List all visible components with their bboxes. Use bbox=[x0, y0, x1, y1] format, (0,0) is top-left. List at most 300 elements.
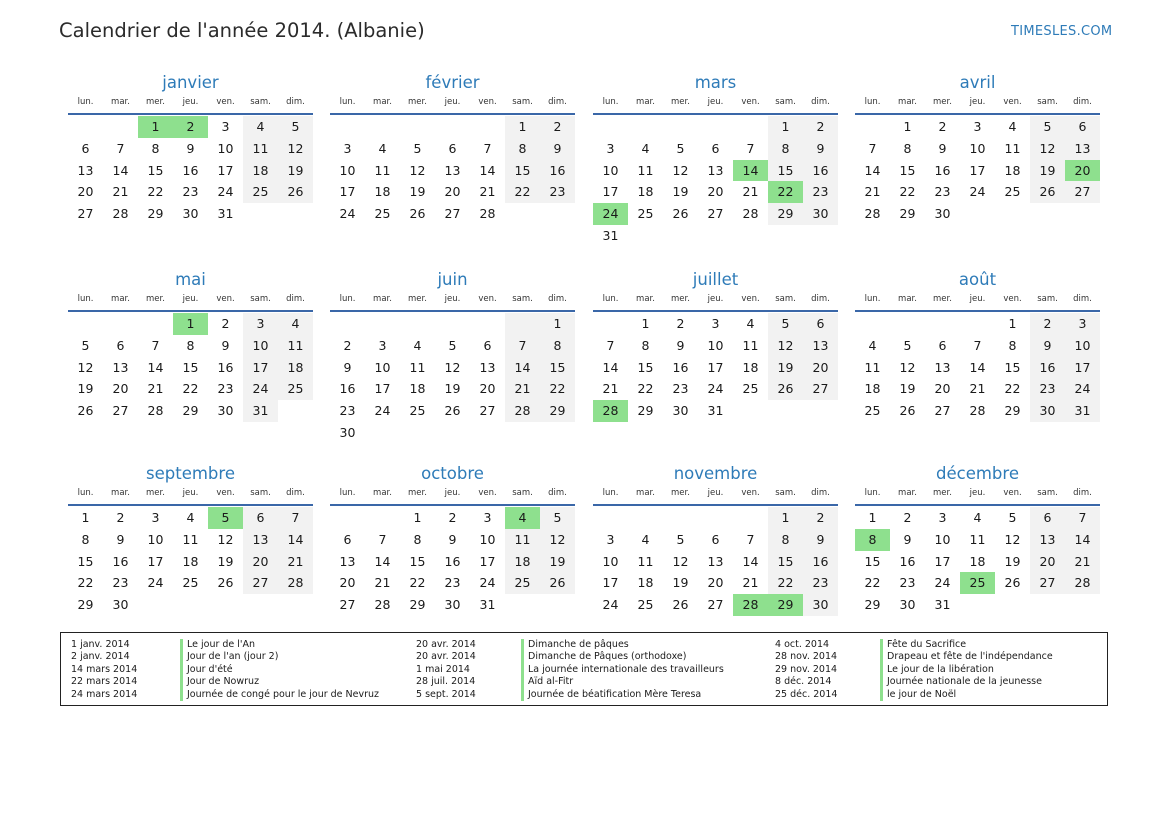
day-cell[interactable]: 21 bbox=[374, 575, 391, 591]
holiday-day-cell[interactable]: 28 bbox=[733, 594, 768, 616]
day-cell[interactable]: 30 bbox=[339, 424, 356, 440]
day-cell[interactable]: 28 bbox=[1065, 572, 1100, 594]
day-cell[interactable]: 27 bbox=[707, 597, 724, 613]
day-cell[interactable]: 11 bbox=[742, 337, 759, 353]
day-cell[interactable]: 15 bbox=[637, 359, 654, 375]
day-cell[interactable]: 6 bbox=[711, 531, 720, 547]
day-cell[interactable]: 22 bbox=[1004, 381, 1021, 397]
day-cell[interactable]: 8 bbox=[505, 138, 540, 160]
day-cell[interactable]: 24 bbox=[243, 378, 278, 400]
day-cell[interactable]: 24 bbox=[147, 575, 164, 591]
day-cell[interactable]: 26 bbox=[540, 572, 575, 594]
brand-link[interactable]: TIMESLES.COM bbox=[1011, 24, 1113, 39]
day-cell[interactable]: 10 bbox=[374, 359, 391, 375]
day-cell[interactable]: 23 bbox=[444, 575, 461, 591]
day-cell[interactable]: 19 bbox=[444, 381, 461, 397]
day-cell[interactable]: 4 bbox=[186, 510, 195, 525]
holiday-day-cell[interactable]: 25 bbox=[960, 572, 995, 594]
day-cell[interactable]: 30 bbox=[444, 597, 461, 613]
day-cell[interactable]: 12 bbox=[217, 531, 234, 547]
day-cell[interactable]: 7 bbox=[746, 531, 755, 547]
day-cell[interactable]: 22 bbox=[768, 572, 803, 594]
day-cell[interactable]: 7 bbox=[868, 140, 877, 156]
day-cell[interactable]: 10 bbox=[217, 140, 234, 156]
day-cell[interactable]: 1 bbox=[81, 510, 90, 525]
day-cell[interactable]: 25 bbox=[1004, 184, 1021, 200]
day-cell[interactable]: 30 bbox=[899, 597, 916, 613]
day-cell[interactable]: 7 bbox=[378, 531, 387, 547]
day-cell[interactable]: 14 bbox=[1065, 529, 1100, 551]
day-cell[interactable]: 8 bbox=[903, 140, 912, 156]
day-cell[interactable]: 30 bbox=[672, 403, 689, 419]
day-cell[interactable]: 22 bbox=[505, 181, 540, 203]
day-cell[interactable]: 6 bbox=[1065, 116, 1100, 138]
day-cell[interactable]: 16 bbox=[112, 553, 129, 569]
day-cell[interactable]: 15 bbox=[77, 553, 94, 569]
day-cell[interactable]: 15 bbox=[899, 162, 916, 178]
day-cell[interactable]: 29 bbox=[637, 403, 654, 419]
day-cell[interactable]: 19 bbox=[1004, 553, 1021, 569]
day-cell[interactable]: 2 bbox=[676, 316, 685, 331]
day-cell[interactable]: 31 bbox=[479, 597, 496, 613]
day-cell[interactable]: 9 bbox=[186, 140, 195, 156]
day-cell[interactable]: 20 bbox=[444, 184, 461, 200]
day-cell[interactable]: 24 bbox=[479, 575, 496, 591]
day-cell[interactable]: 2 bbox=[221, 316, 230, 331]
day-cell[interactable]: 19 bbox=[278, 160, 313, 182]
day-cell[interactable]: 11 bbox=[637, 162, 654, 178]
day-cell[interactable]: 25 bbox=[278, 378, 313, 400]
day-cell[interactable]: 11 bbox=[278, 335, 313, 357]
day-cell[interactable]: 15 bbox=[768, 160, 803, 182]
day-cell[interactable]: 5 bbox=[768, 313, 803, 335]
day-cell[interactable]: 13 bbox=[77, 162, 94, 178]
day-cell[interactable]: 28 bbox=[969, 403, 986, 419]
day-cell[interactable]: 27 bbox=[339, 597, 356, 613]
day-cell[interactable]: 14 bbox=[112, 162, 129, 178]
day-cell[interactable]: 27 bbox=[707, 206, 724, 222]
day-cell[interactable]: 24 bbox=[374, 403, 391, 419]
day-cell[interactable]: 21 bbox=[864, 184, 881, 200]
day-cell[interactable]: 29 bbox=[899, 206, 916, 222]
day-cell[interactable]: 18 bbox=[742, 359, 759, 375]
day-cell[interactable]: 1 bbox=[540, 313, 575, 335]
day-cell[interactable]: 7 bbox=[746, 140, 755, 156]
day-cell[interactable]: 12 bbox=[540, 529, 575, 551]
day-cell[interactable]: 19 bbox=[77, 381, 94, 397]
day-cell[interactable]: 12 bbox=[672, 162, 689, 178]
day-cell[interactable]: 7 bbox=[505, 335, 540, 357]
day-cell[interactable]: 3 bbox=[221, 119, 230, 134]
day-cell[interactable]: 27 bbox=[112, 403, 129, 419]
day-cell[interactable]: 12 bbox=[1030, 138, 1065, 160]
day-cell[interactable]: 5 bbox=[903, 337, 912, 353]
day-cell[interactable]: 19 bbox=[409, 184, 426, 200]
day-cell[interactable]: 3 bbox=[711, 316, 720, 331]
day-cell[interactable]: 29 bbox=[147, 206, 164, 222]
day-cell[interactable]: 23 bbox=[934, 184, 951, 200]
day-cell[interactable]: 5 bbox=[1030, 116, 1065, 138]
day-cell[interactable]: 14 bbox=[278, 529, 313, 551]
day-cell[interactable]: 8 bbox=[641, 337, 650, 353]
day-cell[interactable]: 2 bbox=[938, 119, 947, 134]
day-cell[interactable]: 14 bbox=[505, 357, 540, 379]
day-cell[interactable]: 2 bbox=[803, 116, 838, 138]
day-cell[interactable]: 8 bbox=[413, 531, 422, 547]
day-cell[interactable]: 25 bbox=[864, 403, 881, 419]
day-cell[interactable]: 30 bbox=[217, 403, 234, 419]
day-cell[interactable]: 22 bbox=[409, 575, 426, 591]
day-cell[interactable]: 30 bbox=[182, 206, 199, 222]
day-cell[interactable]: 13 bbox=[339, 553, 356, 569]
day-cell[interactable]: 29 bbox=[540, 400, 575, 422]
day-cell[interactable]: 6 bbox=[483, 337, 492, 353]
day-cell[interactable]: 5 bbox=[81, 337, 90, 353]
day-cell[interactable]: 5 bbox=[413, 140, 422, 156]
day-cell[interactable]: 6 bbox=[938, 337, 947, 353]
day-cell[interactable]: 20 bbox=[339, 575, 356, 591]
day-cell[interactable]: 5 bbox=[676, 140, 685, 156]
holiday-day-cell[interactable]: 14 bbox=[733, 160, 768, 182]
day-cell[interactable]: 11 bbox=[505, 529, 540, 551]
day-cell[interactable]: 28 bbox=[147, 403, 164, 419]
day-cell[interactable]: 19 bbox=[768, 357, 803, 379]
day-cell[interactable]: 18 bbox=[637, 575, 654, 591]
day-cell[interactable]: 10 bbox=[339, 162, 356, 178]
day-cell[interactable]: 27 bbox=[444, 206, 461, 222]
day-cell[interactable]: 30 bbox=[803, 594, 838, 616]
day-cell[interactable]: 11 bbox=[409, 359, 426, 375]
day-cell[interactable]: 22 bbox=[182, 381, 199, 397]
day-cell[interactable]: 15 bbox=[182, 359, 199, 375]
day-cell[interactable]: 26 bbox=[409, 206, 426, 222]
holiday-day-cell[interactable]: 8 bbox=[855, 529, 890, 551]
day-cell[interactable]: 27 bbox=[803, 378, 838, 400]
day-cell[interactable]: 1 bbox=[641, 316, 650, 331]
day-cell[interactable]: 11 bbox=[243, 138, 278, 160]
day-cell[interactable]: 26 bbox=[77, 403, 94, 419]
day-cell[interactable]: 16 bbox=[540, 160, 575, 182]
day-cell[interactable]: 20 bbox=[934, 381, 951, 397]
day-cell[interactable]: 30 bbox=[934, 206, 951, 222]
day-cell[interactable]: 22 bbox=[77, 575, 94, 591]
day-cell[interactable]: 23 bbox=[339, 403, 356, 419]
day-cell[interactable]: 21 bbox=[505, 378, 540, 400]
day-cell[interactable]: 8 bbox=[540, 335, 575, 357]
day-cell[interactable]: 15 bbox=[768, 551, 803, 573]
day-cell[interactable]: 25 bbox=[182, 575, 199, 591]
day-cell[interactable]: 9 bbox=[676, 337, 685, 353]
day-cell[interactable]: 10 bbox=[934, 531, 951, 547]
day-cell[interactable]: 10 bbox=[479, 531, 496, 547]
day-cell[interactable]: 14 bbox=[147, 359, 164, 375]
day-cell[interactable]: 15 bbox=[540, 357, 575, 379]
day-cell[interactable]: 17 bbox=[969, 162, 986, 178]
day-cell[interactable]: 17 bbox=[243, 357, 278, 379]
day-cell[interactable]: 9 bbox=[903, 531, 912, 547]
day-cell[interactable]: 8 bbox=[81, 531, 90, 547]
day-cell[interactable]: 23 bbox=[112, 575, 129, 591]
day-cell[interactable]: 28 bbox=[864, 206, 881, 222]
day-cell[interactable]: 12 bbox=[672, 553, 689, 569]
day-cell[interactable]: 2 bbox=[448, 510, 457, 525]
day-cell[interactable]: 23 bbox=[803, 181, 838, 203]
day-cell[interactable]: 6 bbox=[803, 313, 838, 335]
day-cell[interactable]: 7 bbox=[151, 337, 160, 353]
holiday-day-cell[interactable]: 2 bbox=[173, 116, 208, 138]
day-cell[interactable]: 16 bbox=[1030, 357, 1065, 379]
day-cell[interactable]: 13 bbox=[803, 335, 838, 357]
day-cell[interactable]: 29 bbox=[1004, 403, 1021, 419]
day-cell[interactable]: 23 bbox=[672, 381, 689, 397]
day-cell[interactable]: 15 bbox=[409, 553, 426, 569]
day-cell[interactable]: 31 bbox=[934, 597, 951, 613]
day-cell[interactable]: 26 bbox=[1030, 181, 1065, 203]
day-cell[interactable]: 6 bbox=[448, 140, 457, 156]
day-cell[interactable]: 11 bbox=[637, 553, 654, 569]
day-cell[interactable]: 18 bbox=[278, 357, 313, 379]
day-cell[interactable]: 24 bbox=[602, 597, 619, 613]
day-cell[interactable]: 29 bbox=[768, 203, 803, 225]
day-cell[interactable]: 1 bbox=[768, 116, 803, 138]
day-cell[interactable]: 21 bbox=[602, 381, 619, 397]
day-cell[interactable]: 19 bbox=[217, 553, 234, 569]
day-cell[interactable]: 28 bbox=[479, 206, 496, 222]
day-cell[interactable]: 14 bbox=[969, 359, 986, 375]
day-cell[interactable]: 7 bbox=[606, 337, 615, 353]
day-cell[interactable]: 21 bbox=[1065, 551, 1100, 573]
day-cell[interactable]: 24 bbox=[934, 575, 951, 591]
day-cell[interactable]: 12 bbox=[278, 138, 313, 160]
day-cell[interactable]: 9 bbox=[938, 140, 947, 156]
day-cell[interactable]: 16 bbox=[339, 381, 356, 397]
day-cell[interactable]: 24 bbox=[1065, 378, 1100, 400]
day-cell[interactable]: 25 bbox=[374, 206, 391, 222]
day-cell[interactable]: 9 bbox=[116, 531, 125, 547]
day-cell[interactable]: 4 bbox=[378, 140, 387, 156]
day-cell[interactable]: 25 bbox=[637, 206, 654, 222]
day-cell[interactable]: 17 bbox=[479, 553, 496, 569]
day-cell[interactable]: 18 bbox=[374, 184, 391, 200]
day-cell[interactable]: 3 bbox=[243, 313, 278, 335]
day-cell[interactable]: 31 bbox=[243, 400, 278, 422]
day-cell[interactable]: 6 bbox=[81, 140, 90, 156]
day-cell[interactable]: 1 bbox=[868, 510, 877, 525]
day-cell[interactable]: 11 bbox=[374, 162, 391, 178]
day-cell[interactable]: 4 bbox=[413, 337, 422, 353]
day-cell[interactable]: 7 bbox=[278, 507, 313, 529]
day-cell[interactable]: 7 bbox=[1065, 507, 1100, 529]
day-cell[interactable]: 1 bbox=[903, 119, 912, 134]
day-cell[interactable]: 30 bbox=[112, 597, 129, 613]
day-cell[interactable]: 14 bbox=[602, 359, 619, 375]
day-cell[interactable]: 25 bbox=[505, 572, 540, 594]
day-cell[interactable]: 16 bbox=[217, 359, 234, 375]
day-cell[interactable]: 3 bbox=[938, 510, 947, 525]
day-cell[interactable]: 28 bbox=[374, 597, 391, 613]
day-cell[interactable]: 5 bbox=[1008, 510, 1017, 525]
day-cell[interactable]: 1 bbox=[768, 507, 803, 529]
day-cell[interactable]: 22 bbox=[540, 378, 575, 400]
day-cell[interactable]: 20 bbox=[243, 551, 278, 573]
day-cell[interactable]: 23 bbox=[182, 184, 199, 200]
day-cell[interactable]: 4 bbox=[1008, 119, 1017, 134]
day-cell[interactable]: 20 bbox=[707, 575, 724, 591]
day-cell[interactable]: 28 bbox=[112, 206, 129, 222]
day-cell[interactable]: 24 bbox=[339, 206, 356, 222]
day-cell[interactable]: 6 bbox=[711, 140, 720, 156]
day-cell[interactable]: 2 bbox=[803, 507, 838, 529]
day-cell[interactable]: 12 bbox=[899, 359, 916, 375]
day-cell[interactable]: 26 bbox=[217, 575, 234, 591]
day-cell[interactable]: 19 bbox=[1030, 160, 1065, 182]
day-cell[interactable]: 17 bbox=[217, 162, 234, 178]
day-cell[interactable]: 19 bbox=[899, 381, 916, 397]
day-cell[interactable]: 27 bbox=[1030, 572, 1065, 594]
day-cell[interactable]: 1 bbox=[1008, 316, 1017, 331]
day-cell[interactable]: 5 bbox=[278, 116, 313, 138]
day-cell[interactable]: 9 bbox=[803, 529, 838, 551]
day-cell[interactable]: 21 bbox=[742, 575, 759, 591]
day-cell[interactable]: 20 bbox=[707, 184, 724, 200]
day-cell[interactable]: 27 bbox=[77, 206, 94, 222]
day-cell[interactable]: 28 bbox=[742, 206, 759, 222]
day-cell[interactable]: 18 bbox=[243, 160, 278, 182]
day-cell[interactable]: 24 bbox=[217, 184, 234, 200]
day-cell[interactable]: 20 bbox=[479, 381, 496, 397]
day-cell[interactable]: 22 bbox=[637, 381, 654, 397]
day-cell[interactable]: 11 bbox=[969, 531, 986, 547]
day-cell[interactable]: 31 bbox=[1065, 400, 1100, 422]
day-cell[interactable]: 12 bbox=[1004, 531, 1021, 547]
day-cell[interactable]: 30 bbox=[1030, 400, 1065, 422]
day-cell[interactable]: 15 bbox=[1004, 359, 1021, 375]
day-cell[interactable]: 13 bbox=[243, 529, 278, 551]
day-cell[interactable]: 20 bbox=[1030, 551, 1065, 573]
day-cell[interactable]: 31 bbox=[707, 403, 724, 419]
day-cell[interactable]: 6 bbox=[1030, 507, 1065, 529]
day-cell[interactable]: 26 bbox=[444, 403, 461, 419]
holiday-day-cell[interactable]: 24 bbox=[593, 203, 628, 225]
day-cell[interactable]: 25 bbox=[409, 403, 426, 419]
day-cell[interactable]: 14 bbox=[864, 162, 881, 178]
day-cell[interactable]: 7 bbox=[483, 140, 492, 156]
day-cell[interactable]: 16 bbox=[672, 359, 689, 375]
day-cell[interactable]: 26 bbox=[278, 181, 313, 203]
day-cell[interactable]: 4 bbox=[641, 140, 650, 156]
day-cell[interactable]: 9 bbox=[221, 337, 230, 353]
day-cell[interactable]: 6 bbox=[343, 531, 352, 547]
day-cell[interactable]: 17 bbox=[147, 553, 164, 569]
day-cell[interactable]: 1 bbox=[413, 510, 422, 525]
day-cell[interactable]: 7 bbox=[973, 337, 982, 353]
day-cell[interactable]: 10 bbox=[602, 162, 619, 178]
holiday-day-cell[interactable]: 28 bbox=[593, 400, 628, 422]
day-cell[interactable]: 10 bbox=[1065, 335, 1100, 357]
day-cell[interactable]: 8 bbox=[151, 140, 160, 156]
day-cell[interactable]: 17 bbox=[707, 359, 724, 375]
day-cell[interactable]: 21 bbox=[742, 184, 759, 200]
day-cell[interactable]: 3 bbox=[606, 531, 615, 547]
day-cell[interactable]: 20 bbox=[112, 381, 129, 397]
day-cell[interactable]: 4 bbox=[746, 316, 755, 331]
day-cell[interactable]: 28 bbox=[278, 572, 313, 594]
day-cell[interactable]: 20 bbox=[77, 184, 94, 200]
day-cell[interactable]: 21 bbox=[969, 381, 986, 397]
holiday-day-cell[interactable]: 5 bbox=[208, 507, 243, 529]
day-cell[interactable]: 15 bbox=[505, 160, 540, 182]
day-cell[interactable]: 21 bbox=[112, 184, 129, 200]
day-cell[interactable]: 1 bbox=[505, 116, 540, 138]
day-cell[interactable]: 5 bbox=[540, 507, 575, 529]
day-cell[interactable]: 30 bbox=[803, 203, 838, 225]
day-cell[interactable]: 8 bbox=[186, 337, 195, 353]
day-cell[interactable]: 27 bbox=[1065, 181, 1100, 203]
day-cell[interactable]: 22 bbox=[147, 184, 164, 200]
day-cell[interactable]: 24 bbox=[707, 381, 724, 397]
day-cell[interactable]: 18 bbox=[969, 553, 986, 569]
day-cell[interactable]: 23 bbox=[217, 381, 234, 397]
day-cell[interactable]: 29 bbox=[77, 597, 94, 613]
day-cell[interactable]: 13 bbox=[934, 359, 951, 375]
day-cell[interactable]: 22 bbox=[864, 575, 881, 591]
day-cell[interactable]: 23 bbox=[803, 572, 838, 594]
day-cell[interactable]: 16 bbox=[803, 160, 838, 182]
holiday-day-cell[interactable]: 20 bbox=[1065, 160, 1100, 182]
day-cell[interactable]: 8 bbox=[768, 529, 803, 551]
day-cell[interactable]: 9 bbox=[1030, 335, 1065, 357]
day-cell[interactable]: 3 bbox=[483, 510, 492, 525]
day-cell[interactable]: 13 bbox=[707, 553, 724, 569]
day-cell[interactable]: 17 bbox=[1065, 357, 1100, 379]
day-cell[interactable]: 16 bbox=[182, 162, 199, 178]
day-cell[interactable]: 25 bbox=[243, 181, 278, 203]
day-cell[interactable]: 2 bbox=[343, 337, 352, 353]
day-cell[interactable]: 21 bbox=[278, 551, 313, 573]
day-cell[interactable]: 17 bbox=[602, 575, 619, 591]
day-cell[interactable]: 18 bbox=[1004, 162, 1021, 178]
day-cell[interactable]: 17 bbox=[602, 184, 619, 200]
day-cell[interactable]: 3 bbox=[378, 337, 387, 353]
day-cell[interactable]: 7 bbox=[116, 140, 125, 156]
day-cell[interactable]: 3 bbox=[606, 140, 615, 156]
day-cell[interactable]: 14 bbox=[742, 553, 759, 569]
day-cell[interactable]: 11 bbox=[182, 531, 199, 547]
day-cell[interactable]: 15 bbox=[864, 553, 881, 569]
day-cell[interactable]: 2 bbox=[116, 510, 125, 525]
day-cell[interactable]: 13 bbox=[1030, 529, 1065, 551]
day-cell[interactable]: 27 bbox=[934, 403, 951, 419]
day-cell[interactable]: 14 bbox=[479, 162, 496, 178]
day-cell[interactable]: 16 bbox=[899, 553, 916, 569]
day-cell[interactable]: 13 bbox=[112, 359, 129, 375]
day-cell[interactable]: 27 bbox=[479, 403, 496, 419]
day-cell[interactable]: 5 bbox=[448, 337, 457, 353]
day-cell[interactable]: 5 bbox=[676, 531, 685, 547]
day-cell[interactable]: 13 bbox=[707, 162, 724, 178]
day-cell[interactable]: 6 bbox=[116, 337, 125, 353]
day-cell[interactable]: 26 bbox=[1004, 575, 1021, 591]
day-cell[interactable]: 13 bbox=[1065, 138, 1100, 160]
day-cell[interactable]: 29 bbox=[182, 403, 199, 419]
day-cell[interactable]: 18 bbox=[637, 184, 654, 200]
day-cell[interactable]: 10 bbox=[969, 140, 986, 156]
day-cell[interactable]: 4 bbox=[641, 531, 650, 547]
day-cell[interactable]: 2 bbox=[903, 510, 912, 525]
day-cell[interactable]: 10 bbox=[147, 531, 164, 547]
day-cell[interactable]: 17 bbox=[339, 184, 356, 200]
day-cell[interactable]: 12 bbox=[77, 359, 94, 375]
